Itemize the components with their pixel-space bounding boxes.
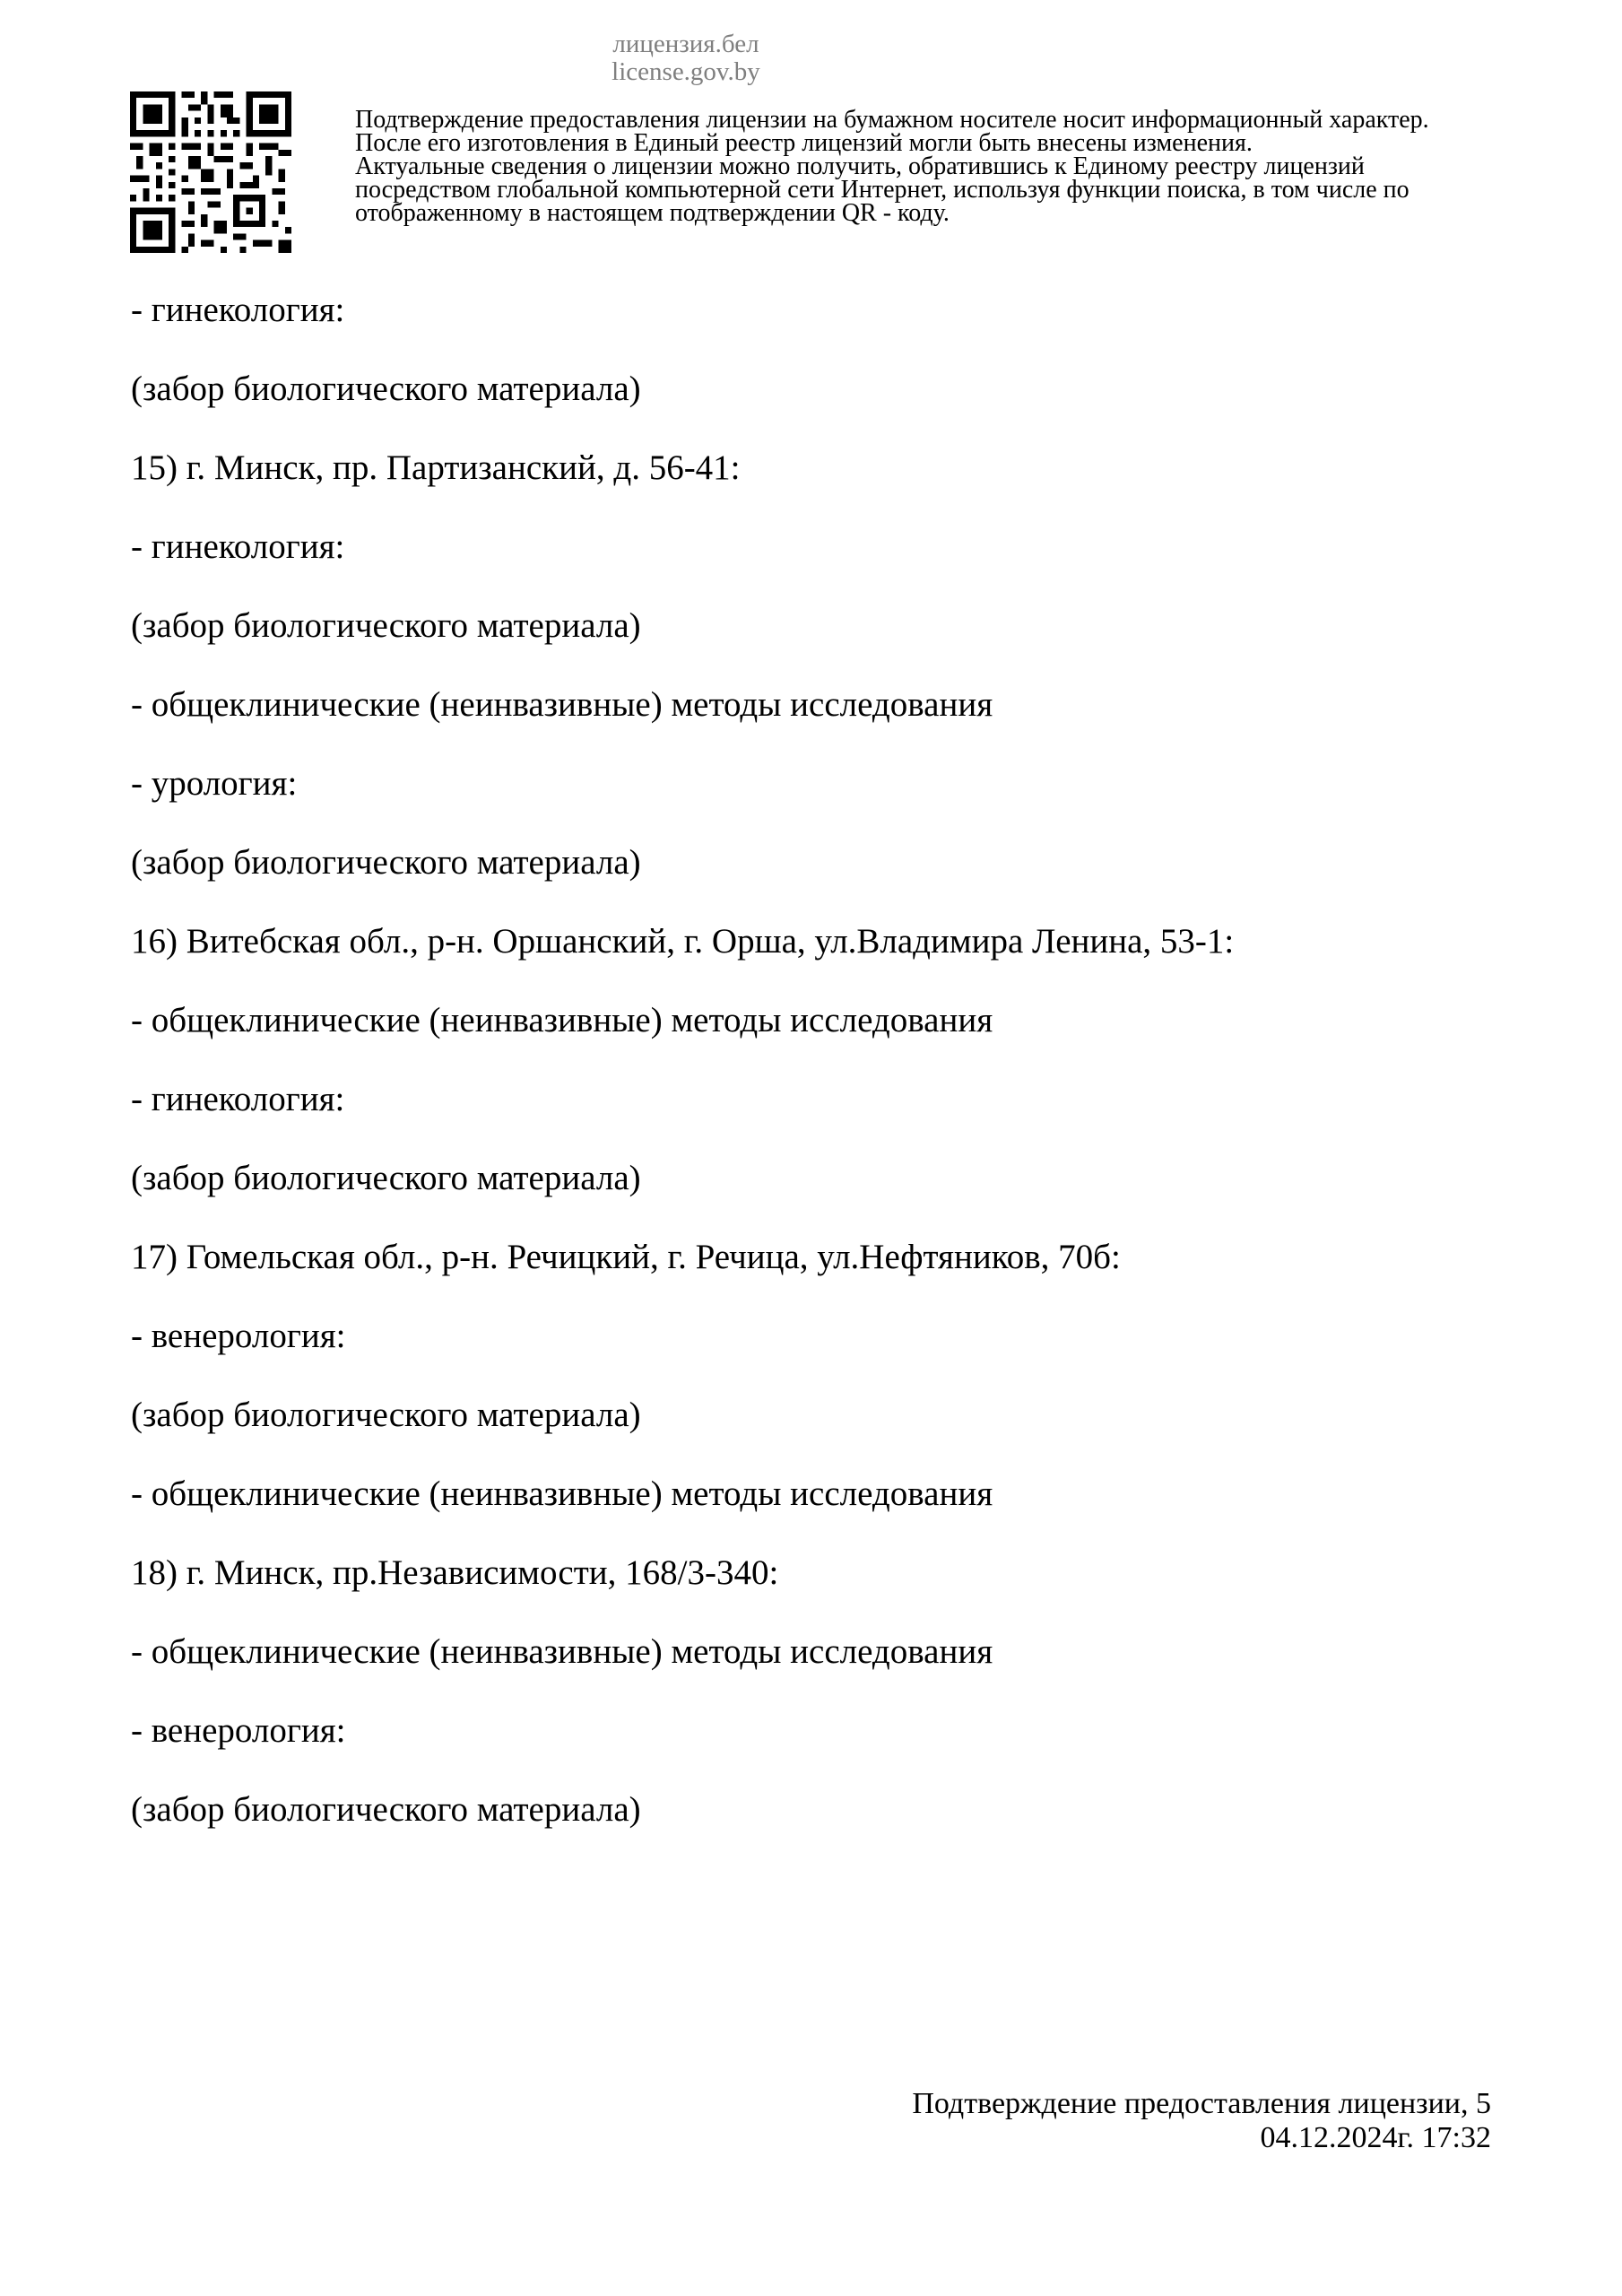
qr-code-icon bbox=[130, 91, 291, 253]
notice-block bbox=[355, 106, 1548, 227]
body-line: (забор биологического материала) bbox=[131, 1159, 641, 1197]
footer-datetime: 04.12.2024г. 17:32 bbox=[1260, 2121, 1491, 2154]
notice-line: Подтверждение предоставления лицензии на бумажном носителе носит информационный характер. bbox=[355, 106, 1429, 134]
body-line: - гинекология: bbox=[131, 1080, 345, 1118]
site-names bbox=[0, 30, 1372, 86]
address-line: 18) г. Минск, пр.Независимости, 168/3-340: bbox=[131, 1553, 779, 1592]
body-line: - общеклинические (неинвазивные) методы исследования bbox=[131, 685, 993, 724]
site-name-by: лицензия.бел bbox=[612, 30, 759, 58]
body-line: - урология: bbox=[131, 764, 298, 803]
body-line: (забор биологического материала) bbox=[131, 843, 641, 882]
body-line: - гинекология: bbox=[131, 291, 345, 329]
body-line: (забор биологического материала) bbox=[131, 1790, 641, 1829]
address-line: 16) Витебская обл., р-н. Оршанский, г. Орша, ул.Владимира Ленина, 53-1: bbox=[131, 922, 1235, 961]
body-line: - венерология: bbox=[131, 1317, 346, 1355]
body-line: - венерология: bbox=[131, 1711, 346, 1750]
site-name-gov: license.gov.by bbox=[612, 57, 760, 86]
body-line: - общеклинические (неинвазивные) методы исследования bbox=[131, 1474, 993, 1513]
body-line: - общеклинические (неинвазивные) методы исследования bbox=[131, 1001, 993, 1039]
address-line: 15) г. Минск, пр. Партизанский, д. 56-41: bbox=[131, 448, 741, 487]
body-line: (забор биологического материала) bbox=[131, 1396, 641, 1434]
body-line: - общеклинические (неинвазивные) методы исследования bbox=[131, 1632, 993, 1671]
notice-line: отображенному в настоящем подтверждении QR - коду. bbox=[355, 199, 950, 227]
notice-line: После его изготовления в Единый реестр лицензий могли быть внесены изменения. bbox=[355, 129, 1253, 157]
page-footer bbox=[912, 2087, 1491, 2155]
body-line: (забор биологического материала) bbox=[131, 370, 641, 408]
body-line: (забор биологического материала) bbox=[131, 606, 641, 645]
license-body bbox=[131, 291, 1512, 1869]
address-line: 17) Гомельская обл., р-н. Речицкий, г. Речица, ул.Нефтяников, 70б: bbox=[131, 1238, 1121, 1276]
footer-caption: Подтверждение предоставления лицензии, 5 bbox=[912, 2087, 1491, 2120]
body-line: - гинекология: bbox=[131, 527, 345, 566]
notice-line: посредством глобальной компьютерной сети Интернет, используя функции поиска, в том числе по bbox=[355, 176, 1409, 204]
notice-line: Актуальные сведения о лицензии можно получить, обратившись к Единому реестру лицензий bbox=[355, 152, 1365, 180]
